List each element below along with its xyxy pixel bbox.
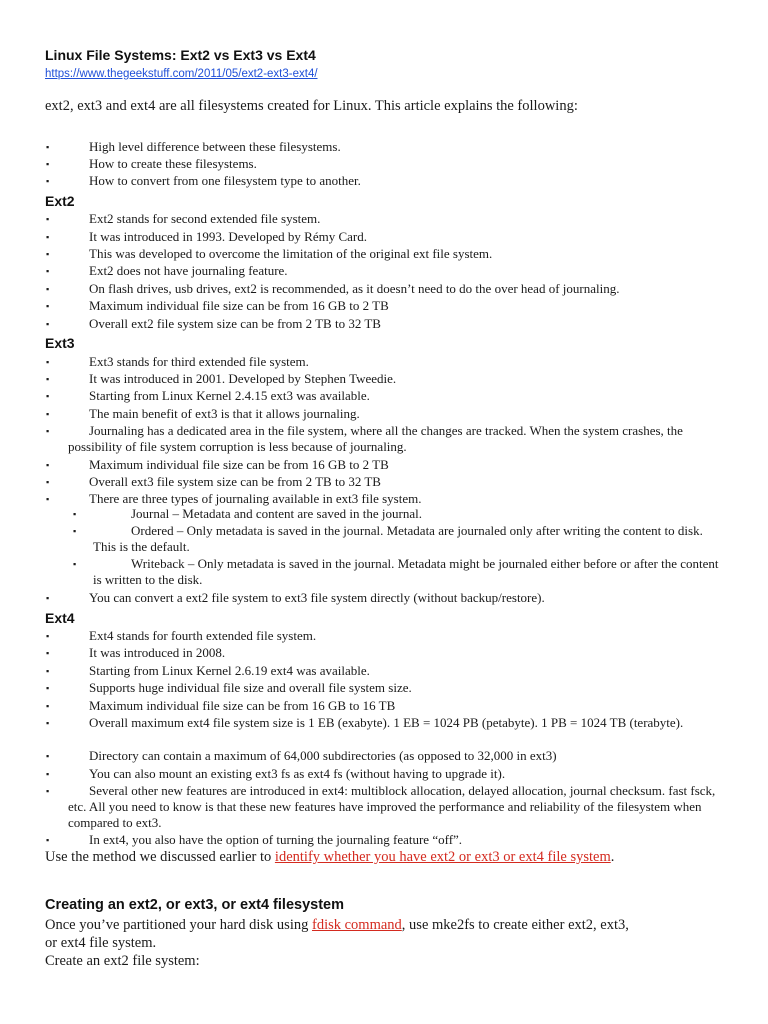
list-item: ▪ Overall ext2 file system size can be from 2 TB to 32 TB: [46, 316, 381, 331]
bullet-icon: ▪: [46, 319, 50, 329]
bullet-icon: ▪: [46, 374, 50, 384]
bullet-icon: ▪: [46, 426, 50, 436]
list-item: ▪ Ext4 stands for fourth extended file system.: [46, 628, 317, 643]
list-item: ▪ Ext2 does not have journaling feature.: [46, 263, 288, 278]
list-item: ▪ High level difference between these filesystems.: [46, 139, 341, 154]
list-item: ▪ Ext2 stands for second extended file system.: [46, 211, 321, 226]
bullet-icon: ▪: [46, 159, 50, 169]
bullet-icon: ▪: [46, 460, 50, 470]
bullet-icon: ▪: [73, 509, 77, 519]
method-paragraph: Use the method we discussed earlier to identify whether you have ext2 or ext3 or ext4 file system.: [45, 849, 615, 865]
bullet-icon: ▪: [46, 266, 50, 276]
list-item: ▪ You can convert a ext2 file system to ext3 file system directly (without backup/restore).: [46, 590, 545, 605]
bullet-icon: ▪: [46, 176, 50, 186]
bullet-icon: ▪: [46, 718, 50, 728]
list-item: ▪ Maximum individual file size can be from 16 GB to 2 TB: [46, 457, 389, 472]
create-ext2-line: Create an ext2 file system:: [45, 953, 200, 969]
fdisk-command-link[interactable]: fdisk command: [311, 917, 402, 933]
section-heading-ext3: Ext3: [45, 335, 75, 351]
bullet-icon: ▪: [46, 786, 50, 796]
page-title: Linux File Systems: Ext2 vs Ext3 vs Ext4: [45, 47, 316, 63]
bullet-icon: ▪: [46, 214, 50, 224]
bullet-icon: ▪: [46, 301, 50, 311]
list-item: ▪ There are three types of journaling available in ext3 file system.: [46, 491, 422, 506]
list-item: ▪ Maximum individual file size can be from 16 GB to 16 TB: [46, 698, 396, 713]
list-item: ▪ Journaling has a dedicated area in the file system, where all the changes are tracked. When the system crashes, the possibility of file system corruption is less because of journaling.: [46, 423, 683, 454]
bullet-icon: ▪: [46, 477, 50, 487]
bullet-icon: ▪: [46, 357, 50, 367]
section-heading-ext2: Ext2: [45, 193, 75, 209]
list-item: ▪ In ext4, you also have the option of turning the journaling feature “off”.: [46, 832, 463, 847]
bullet-icon: ▪: [46, 391, 50, 401]
bullet-icon: ▪: [46, 284, 50, 294]
list-item: ▪ Overall ext3 file system size can be from 2 TB to 32 TB: [46, 474, 381, 489]
list-item: ▪ How to convert from one filesystem type to another.: [46, 173, 361, 188]
list-item: ▪ On flash drives, usb drives, ext2 is recommended, as it doesn’t need to do the over head of journaling.: [46, 281, 620, 296]
bullet-icon: ▪: [46, 249, 50, 259]
section-heading-ext4: Ext4: [45, 610, 75, 626]
bullet-icon: ▪: [46, 701, 50, 711]
bullet-icon: ▪: [46, 409, 50, 419]
bullet-icon: ▪: [73, 526, 77, 536]
bullet-icon: ▪: [46, 666, 50, 676]
list-item: ▪ How to create these filesystems.: [46, 156, 257, 171]
creating-paragraph-continued: or ext4 file system.: [45, 935, 157, 951]
bullet-icon: ▪: [46, 683, 50, 693]
bullet-icon: ▪: [46, 593, 50, 603]
creating-paragraph: Once you’ve partitioned your hard disk using fdisk command, use mke2fs to create either ext2, ext3,: [45, 917, 629, 933]
bullet-icon: ▪: [73, 559, 77, 569]
list-item: ▪ Ext3 stands for third extended file system.: [46, 354, 309, 369]
sub-list-item: ▪ Journal – Metadata and content are saved in the journal.: [73, 506, 422, 521]
source-link[interactable]: https://www.thegeekstuff.com/2011/05/ext2-ext3-ext4/: [45, 68, 318, 80]
list-item: ▪ The main benefit of ext3 is that it allows journaling.: [46, 406, 360, 421]
bullet-icon: ▪: [46, 494, 50, 504]
bullet-icon: ▪: [46, 648, 50, 658]
list-item: ▪ Starting from Linux Kernel 2.6.19 ext4 was available.: [46, 663, 370, 678]
bullet-icon: ▪: [46, 631, 50, 641]
list-item: ▪ You can also mount an existing ext3 fs as ext4 fs (without having to upgrade it).: [46, 766, 506, 781]
intro-paragraph: ext2, ext3 and ext4 are all filesystems created for Linux. This article explains the following:: [45, 98, 578, 114]
list-item: ▪ This was developed to overcome the limitation of the original ext file system.: [46, 246, 493, 261]
sub-list-item: ▪ Writeback – Only metadata is saved in the journal. Metadata might be journaled either before or after the content is written to the disk.: [73, 556, 719, 587]
identify-filesystem-link[interactable]: identify whether you have ext2 or ext3 or ext4 file system: [274, 849, 611, 865]
list-item: ▪ It was introduced in 1993. Developed by Rémy Card.: [46, 229, 367, 244]
list-item: ▪ Supports huge individual file size and overall file system size.: [46, 680, 412, 695]
list-item: ▪ Directory can contain a maximum of 64,000 subdirectories (as opposed to 32,000 in ext3): [46, 748, 557, 763]
list-item: ▪ Several other new features are introduced in ext4: multiblock allocation, delayed allocation, journal checksum. fast fsck, etc. All you need to know is that these new features have improved the performance and reliability of the filesystem when compared to ext3.: [46, 783, 716, 830]
bullet-icon: ▪: [46, 751, 50, 761]
list-item: ▪ It was introduced in 2001. Developed by Stephen Tweedie.: [46, 371, 397, 386]
list-item: ▪ Maximum individual file size can be from 16 GB to 2 TB: [46, 298, 389, 313]
bullet-icon: ▪: [46, 142, 50, 152]
creating-heading: Creating an ext2, or ext3, or ext4 filesystem: [45, 897, 344, 913]
bullet-icon: ▪: [46, 769, 50, 779]
list-item: ▪ Starting from Linux Kernel 2.4.15 ext3 was available.: [46, 388, 370, 403]
list-item: ▪ Overall maximum ext4 file system size is 1 EB (exabyte). 1 EB = 1024 PB (petabyte). 1 PB = 1024 TB (terabyte).: [46, 715, 684, 730]
bullet-icon: ▪: [46, 835, 50, 845]
sub-list-item: ▪ Ordered – Only metadata is saved in the journal. Metadata are journaled only after writing the content to disk. This is the default.: [73, 523, 703, 554]
list-item: ▪ It was introduced in 2008.: [46, 645, 226, 660]
bullet-icon: ▪: [46, 232, 50, 242]
